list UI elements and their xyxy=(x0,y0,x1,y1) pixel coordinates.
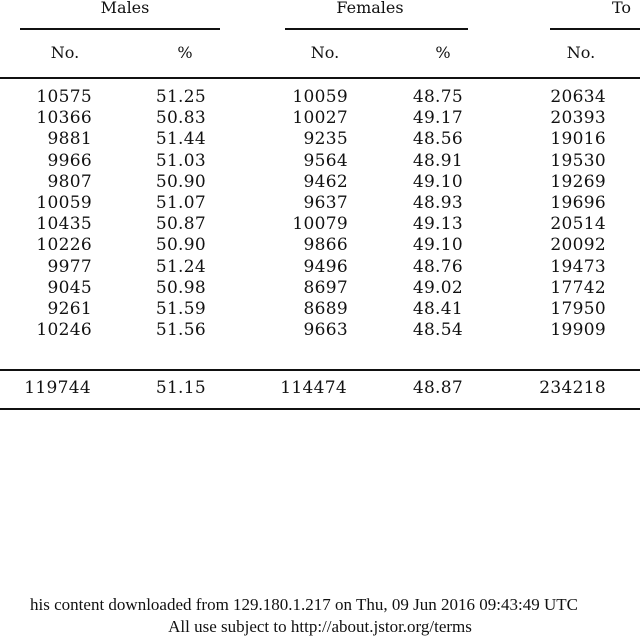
table-cell-females-no: 10027 xyxy=(292,108,348,129)
table-cell-females-no: 9235 xyxy=(303,129,348,150)
table-cell-females-pct: 48.76 xyxy=(412,256,463,277)
table-cell-males-no: 10366 xyxy=(36,108,92,129)
table-cell-males-no: 9261 xyxy=(47,299,92,319)
table-cell-females-no: 9663 xyxy=(303,320,348,341)
table-cell-males-pct: 50.83 xyxy=(155,108,206,129)
total-header-rule xyxy=(550,28,640,30)
males-pct-header: % xyxy=(177,43,193,62)
table-cell-total-no: 20393 xyxy=(550,108,606,129)
table-cell-males-pct: 50.90 xyxy=(155,235,206,256)
table-cell-females-pct: 48.91 xyxy=(412,150,463,171)
females-header-rule xyxy=(285,28,468,30)
table-cell-males-no: 9045 xyxy=(47,277,92,298)
total-no-header: No. xyxy=(566,43,596,62)
males-header-rule xyxy=(20,28,220,30)
table-cell-males-pct: 50.87 xyxy=(155,214,206,235)
table-cell-males-no: 9966 xyxy=(47,150,92,171)
table-cell-females-no: 9564 xyxy=(303,150,348,171)
table-cell-females-pct: 49.10 xyxy=(412,171,463,192)
table-cell-females-pct: 48.56 xyxy=(412,129,463,150)
total-group-header: To xyxy=(612,0,632,17)
table-cell-males-no: 10059 xyxy=(36,193,92,213)
table-cell-females-pct: 48.54 xyxy=(412,320,463,341)
table-cell-total-no: 17950 xyxy=(550,299,606,319)
males-no-header: No. xyxy=(50,43,80,62)
females-group-header: Females xyxy=(336,0,404,17)
table-cell-total-no: 20514 xyxy=(550,214,606,235)
table-cell-total-no: 19530 xyxy=(550,150,606,171)
table-cell-females-no: 9496 xyxy=(303,256,348,277)
table-cell-total-no: 19696 xyxy=(550,193,606,213)
table-cell-total-no: 17742 xyxy=(550,277,606,298)
table-cell-females-no: 9637 xyxy=(303,193,348,213)
table-cell-females-pct: 49.17 xyxy=(412,108,463,129)
total-males-no: 119744 xyxy=(24,378,91,398)
table-cell-females-pct: 48.93 xyxy=(412,193,463,213)
table-cell-females-no: 10059 xyxy=(292,87,348,107)
table-cell-males-no: 10435 xyxy=(36,214,92,235)
table-cell-females-pct: 49.10 xyxy=(412,235,463,256)
table-cell-females-pct: 49.13 xyxy=(412,214,463,235)
table-cell-males-pct: 51.44 xyxy=(155,129,206,150)
table-cell-females-no: 10079 xyxy=(292,214,348,235)
table-cell-males-no: 9881 xyxy=(47,129,92,150)
table-cell-total-no: 19016 xyxy=(550,129,606,150)
table-cell-males-no: 9977 xyxy=(47,256,92,277)
table-cell-males-pct: 51.03 xyxy=(155,150,206,171)
table-cell-total-no: 19269 xyxy=(550,171,606,192)
total-females-pct: 48.87 xyxy=(412,378,463,398)
females-pct-header: % xyxy=(435,43,451,62)
table-cell-females-no: 8689 xyxy=(303,299,348,319)
table-cell-females-pct: 49.02 xyxy=(412,277,463,298)
table-cell-total-no: 20634 xyxy=(550,87,606,107)
table-cell-females-pct: 48.75 xyxy=(412,87,463,107)
table-cell-males-pct: 51.25 xyxy=(155,87,206,107)
table-cell-males-no: 9807 xyxy=(47,171,92,192)
download-notice: his content downloaded from 129.180.1.217 on Thu, 09 Jun 2016 09:43:49 UTC xyxy=(30,595,578,614)
table-cell-males-pct: 51.24 xyxy=(155,256,206,277)
total-total-no: 234218 xyxy=(539,378,606,398)
table-cell-males-pct: 51.56 xyxy=(155,320,206,341)
table-cell-females-pct: 48.41 xyxy=(412,299,463,319)
table-cell-males-pct: 51.07 xyxy=(155,193,206,213)
table-cell-females-no: 9462 xyxy=(303,171,348,192)
table-cell-females-no: 9866 xyxy=(303,235,348,256)
males-group-header: Males xyxy=(100,0,150,17)
total-bottom-rule xyxy=(0,408,640,410)
table-cell-males-pct: 51.59 xyxy=(155,299,206,319)
terms-notice: All use subject to http://about.jstor.org/terms xyxy=(168,617,472,636)
table-cell-males-no: 10575 xyxy=(36,87,92,107)
table-cell-males-pct: 50.98 xyxy=(155,277,206,298)
total-females-no: 114474 xyxy=(280,378,347,398)
females-no-header: No. xyxy=(310,43,340,62)
total-top-rule xyxy=(0,369,640,371)
table-cell-females-no: 8697 xyxy=(303,277,348,298)
table-cell-total-no: 19909 xyxy=(550,320,606,341)
table-cell-males-pct: 50.90 xyxy=(155,171,206,192)
table-cell-males-no: 10226 xyxy=(36,235,92,256)
table-cell-males-no: 10246 xyxy=(36,320,92,341)
table-cell-total-no: 19473 xyxy=(550,256,606,277)
table-cell-total-no: 20092 xyxy=(550,235,606,256)
total-males-pct: 51.15 xyxy=(155,378,206,398)
subheader-rule xyxy=(0,77,640,79)
